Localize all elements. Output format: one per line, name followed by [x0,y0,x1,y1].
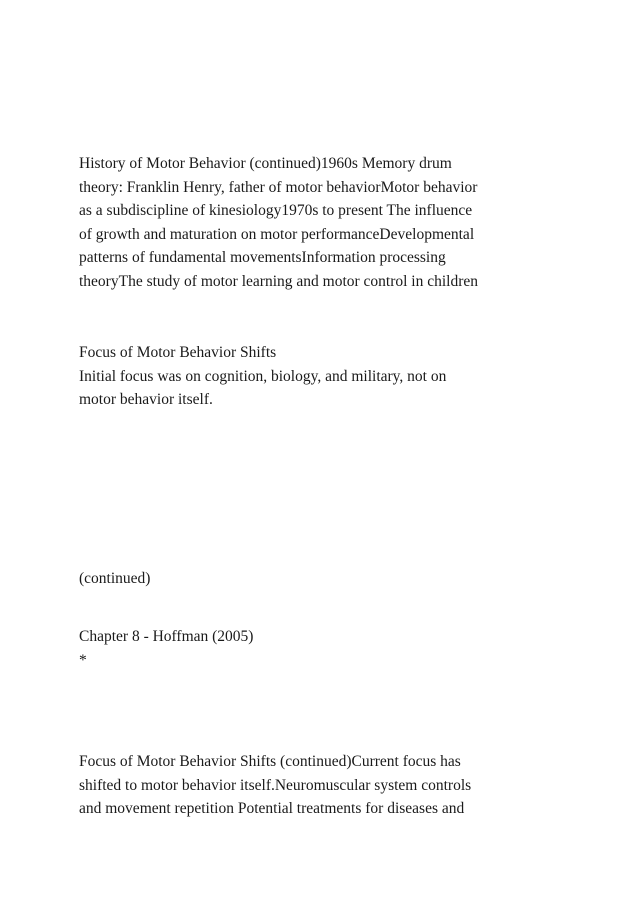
focus-shifts-continued-paragraph [79,750,599,821]
citation-line: Chapter 8 - Hoffman (2005) [79,628,254,645]
text-line: History of Motor Behavior (continued)1960s Memory drum [79,155,452,172]
section-heading: Focus of Motor Behavior Shifts [79,344,277,361]
text-line: and movement repetition Potential treatments for diseases and [79,800,465,817]
text-line: of growth and maturation on motor performanceDevelopmental [79,225,475,243]
focus-shifts-paragraph [79,341,599,412]
continued-label [79,567,599,591]
history-paragraph [79,152,599,293]
asterisk-marker: * [79,651,87,669]
text-line: theory: Franklin Henry, father of motor behaviorMotor behavior [79,178,478,196]
text-line: (continued) [79,570,151,587]
text-line: motor behavior itself. [79,391,213,408]
text-line: shifted to motor behavior itself.Neuromuscular system controls [79,776,472,794]
text-line: as a subdiscipline of kinesiology1970s to present The influence [79,202,473,219]
chapter-citation [79,625,599,672]
text-line: Focus of Motor Behavior Shifts (continued)Current focus has [79,753,461,770]
text-line: theoryThe study of motor learning and motor control in children [79,272,479,290]
text-line: Initial focus was on cognition, biology, and military, not on [79,367,447,385]
text-line: patterns of fundamental movementsInformation processing [79,249,446,266]
